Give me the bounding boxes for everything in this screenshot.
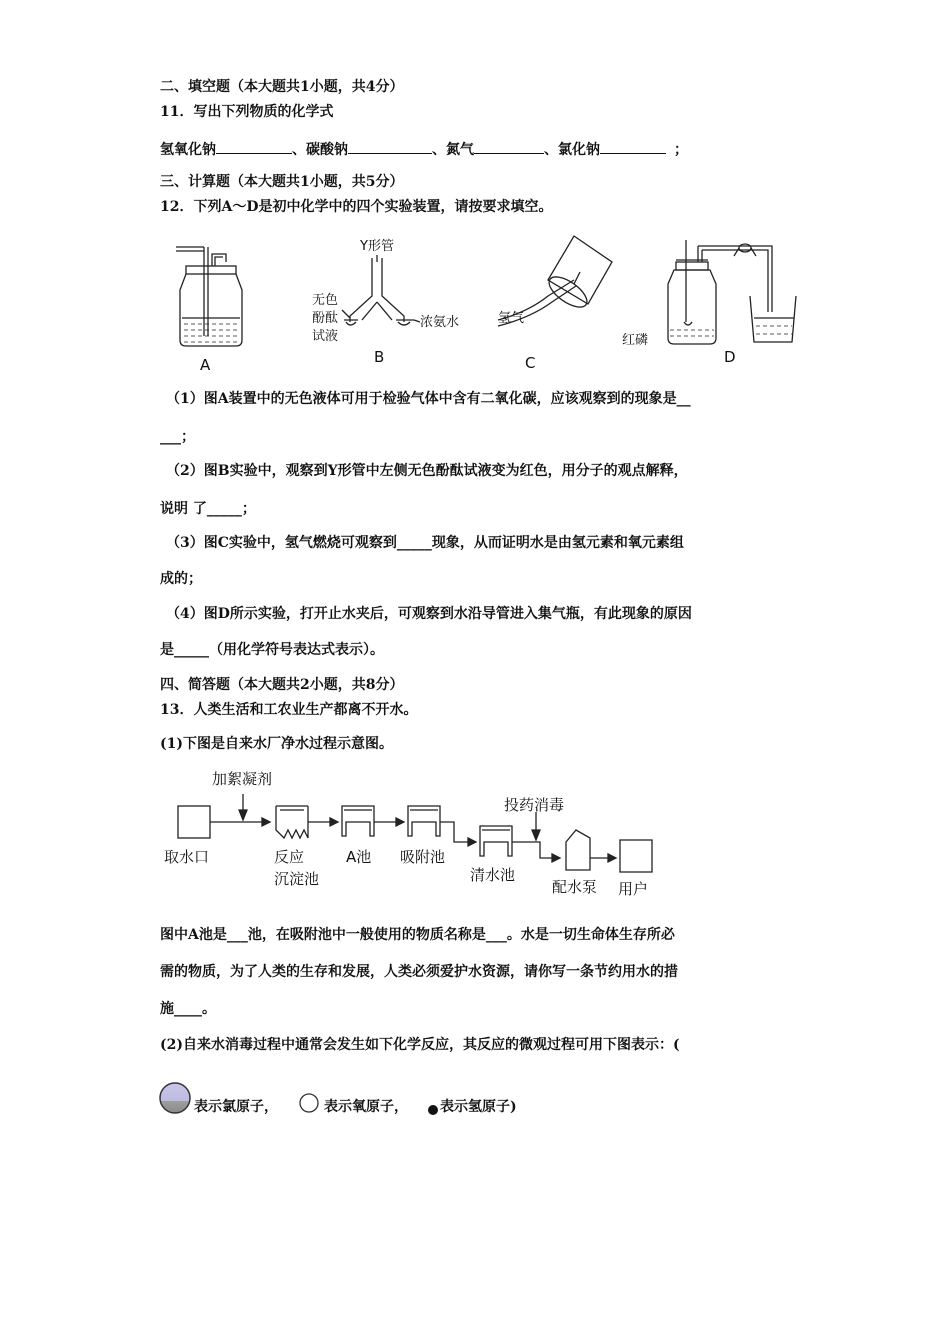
apparatus-d-phosphorus bbox=[668, 240, 796, 344]
q12-part4-line2: 是_____（用化学符号表达式表示）。 bbox=[160, 642, 384, 658]
oxygen-atom-icon bbox=[300, 1094, 318, 1112]
answer-blank[interactable] bbox=[474, 139, 544, 154]
label-adsorption: 吸附池 bbox=[400, 848, 446, 866]
label-reagent: 试液 bbox=[312, 329, 339, 344]
q13-part1-title: (1)下图是自来水厂净水过程示意图。 bbox=[160, 736, 393, 752]
clean-water-tank bbox=[480, 826, 512, 856]
q11-title: 11．写出下列物质的化学式 bbox=[160, 104, 334, 120]
apparatus-a-wash-bottle bbox=[176, 247, 242, 346]
q12-title: 12．下列A～D是初中化学中的四个实验装置，请按要求填空。 bbox=[160, 199, 553, 215]
q11-item-nacl: 、氯化钠 bbox=[544, 142, 600, 158]
answer-blank[interactable] bbox=[600, 139, 666, 154]
q11-item-na2co3: 、碳酸钠 bbox=[292, 142, 348, 158]
label-ammonia: 浓氨水 bbox=[420, 315, 460, 330]
label-intake: 取水口 bbox=[164, 848, 210, 866]
q12-part3-line1: （3）图C实验中，氢气燃烧可观察到_____现象，从而证明水是由氢元素和氧元素组 bbox=[166, 535, 684, 551]
q12-part2-line2: 说明 了_____； bbox=[160, 501, 256, 517]
hydrogen-atom-icon bbox=[428, 1105, 438, 1115]
tank-a bbox=[342, 806, 374, 836]
label-red-phosphorus: 红磷 bbox=[622, 333, 649, 348]
q13-line3: 施____。 bbox=[160, 1001, 216, 1017]
caption-d: D bbox=[724, 348, 736, 366]
q12-part1-line2: ___； bbox=[160, 429, 195, 445]
q12-part1-line1: （1）图A装置中的无色液体可用于检验气体中含有二氧化碳，应该观察到的现象是__ bbox=[166, 391, 691, 407]
caption-a: A bbox=[200, 356, 211, 374]
user-box bbox=[620, 840, 652, 872]
label-coagulant: 加絮凝剂 bbox=[212, 770, 273, 788]
label-reaction: 反应 bbox=[274, 848, 305, 866]
q13-line1: 图中A池是___池，在吸附池中一般使用的物质名称是___。水是一切生命体生存所必 bbox=[160, 927, 675, 943]
label-colorless: 无色 bbox=[312, 293, 339, 308]
label-y-tube: Y形管 bbox=[360, 239, 394, 254]
section-4-heading: 四、简答题（本大题共2小题，共8分） bbox=[160, 677, 404, 693]
legend-chlorine: 表示氯原子， bbox=[194, 1099, 278, 1115]
label-user: 用户 bbox=[618, 880, 649, 898]
label-hydrogen: 氢气 bbox=[498, 311, 525, 326]
label-phenolphthalein: 酚酞 bbox=[312, 311, 339, 326]
distribution-pump bbox=[566, 830, 590, 870]
sedimentation-tank bbox=[276, 806, 308, 838]
q11-item-naoh: 氢氧化钠 bbox=[160, 142, 216, 158]
intake-box bbox=[178, 806, 210, 838]
legend-hydrogen: 表示氢原子) bbox=[440, 1099, 517, 1115]
q12-part3-line2: 成的； bbox=[160, 571, 202, 587]
q11-item-n2: 、氮气 bbox=[432, 142, 474, 158]
chlorine-atom-icon bbox=[160, 1083, 190, 1113]
section-3-heading: 三、计算题（本大题共1小题，共5分） bbox=[160, 174, 404, 190]
label-clean-water: 清水池 bbox=[470, 866, 516, 884]
legend-oxygen: 表示氧原子， bbox=[324, 1099, 408, 1115]
q13-part2-title: (2)自来水消毒过程中通常会发生如下化学反应，其反应的微观过程可用下图表示：( bbox=[160, 1037, 680, 1053]
q11-end: ； bbox=[674, 142, 688, 158]
section-2-heading: 二、填空题（本大题共1小题，共4分） bbox=[160, 79, 404, 95]
q13-title: 13．人类生活和工农业生产都离不开水。 bbox=[160, 702, 418, 718]
label-pump: 配水泵 bbox=[552, 878, 598, 896]
answer-blank[interactable] bbox=[216, 139, 292, 154]
q11-line bbox=[160, 139, 688, 159]
answer-blank[interactable] bbox=[348, 139, 432, 154]
q12-part2-line1: （2）图B实验中，观察到Y形管中左侧无色酚酞试液变为红色，用分子的观点解释， bbox=[166, 463, 688, 479]
label-tank-a: A池 bbox=[346, 848, 372, 866]
adsorption-tank bbox=[408, 806, 440, 836]
caption-c: C bbox=[525, 354, 536, 372]
caption-b: B bbox=[374, 348, 385, 366]
label-sedimentation: 沉淀池 bbox=[274, 870, 320, 888]
label-disinfect: 投药消毒 bbox=[504, 796, 565, 814]
q12-part4-line1: （4）图D所示实验，打开止水夹后，可观察到水沿导管进入集气瓶，有此现象的原因 bbox=[166, 606, 692, 622]
q13-line2: 需的物质，为了人类的生存和发展，人类必须爱护水资源，请你写一条节约用水的措 bbox=[160, 964, 678, 980]
apparatus-b-y-tube bbox=[344, 255, 414, 325]
